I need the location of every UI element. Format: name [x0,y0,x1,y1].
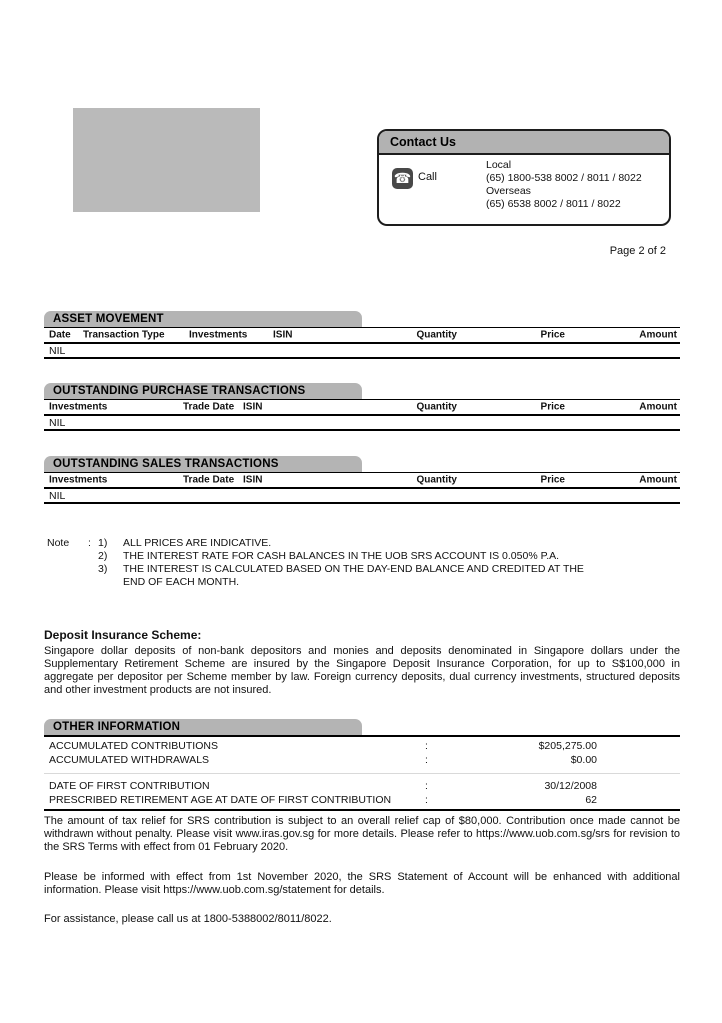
asset-movement-nil-row [44,344,680,359]
info-label: DATE OF FIRST CONTRIBUTION [49,780,210,792]
column-header-transaction-type: Transaction Type [83,329,165,341]
other-information-table [44,735,680,811]
column-header-trade-date: Trade Date [183,401,235,413]
sales-nil-row [44,489,680,504]
column-header-isin: ISIN [243,401,263,413]
column-header-quantity: Quantity [416,401,457,413]
info-group-divider [44,767,680,774]
deposit-insurance-body: Singapore dollar deposits of non-bank depositors and monies and deposits denominated in Singapore dollars under the Supplementary Retirement Scheme are insured by the Singapore Deposit Insurance Corporation, for up to S$100,000 in aggregate per depositor per Scheme member by law. Foreign currency deposits, dual currency investments, structured deposits and other investment products are not insured. [44,645,680,696]
asset-movement-header-row [44,327,680,344]
contact-us-title: Contact Us [379,131,669,155]
footer-paragraph-assistance: For assistance, please call us at 1800-5388002/8011/8022. [44,913,332,925]
nil-cell: NIL [49,489,66,502]
note-item-number: 3) [98,563,108,575]
contact-us-box [377,129,671,226]
phone-numbers [486,159,642,211]
info-row-accumulated-withdrawals [44,753,680,767]
info-row-date-of-first-contribution [44,779,680,793]
local-label: Local [486,159,512,171]
info-label: ACCUMULATED WITHDRAWALS [49,754,210,766]
section-asset-movement [44,311,680,359]
info-colon: : [425,754,428,766]
section-outstanding-purchase [44,383,680,431]
note-item [98,550,680,563]
info-row-prescribed-retirement-age [44,793,680,807]
note-item-text: ALL PRICES ARE INDICATIVE. [123,537,272,549]
column-header-isin: ISIN [273,329,293,341]
info-value: 30/12/2008 [544,780,597,792]
section-other-information [44,719,680,811]
note-block [44,537,680,589]
column-header-amount: Amount [639,401,677,413]
local-number: (65) 1800-538 8002 / 8011 / 8022 [486,172,642,184]
contact-us-body [379,155,669,224]
info-row-accumulated-contributions [44,739,680,753]
section-title-other-information: OTHER INFORMATION [44,719,362,735]
column-header-price: Price [540,474,565,486]
info-value: $0.00 [570,754,597,766]
call-label: Call [418,171,437,183]
note-label: Note [47,537,70,549]
info-label: PRESCRIBED RETIREMENT AGE AT DATE OF FIRST CONTRIBUTION [49,794,392,806]
note-item [98,563,680,589]
column-header-amount: Amount [639,329,677,341]
info-label: ACCUMULATED CONTRIBUTIONS [49,740,218,752]
column-header-price: Price [540,329,565,341]
sales-header-row [44,472,680,489]
note-item-text: THE INTEREST IS CALCULATED BASED ON THE DAY-END BALANCE AND CREDITED AT THE END OF EACH MONTH. [123,563,584,588]
column-header-amount: Amount [639,474,677,486]
note-items [98,537,680,589]
note-item [98,537,680,550]
deposit-insurance-heading: Deposit Insurance Scheme: [44,628,202,642]
info-colon: : [425,740,428,752]
column-header-price: Price [540,401,565,413]
overseas-label: Overseas [486,185,531,197]
note-colon: : [88,537,91,549]
nil-cell: NIL [49,416,66,429]
note-item-number: 1) [98,537,108,549]
section-outstanding-sales [44,456,680,504]
note-item-text: THE INTEREST RATE FOR CASH BALANCES IN THE UOB SRS ACCOUNT IS 0.050% P.A. [123,550,560,562]
column-header-isin: ISIN [243,474,263,486]
column-header-quantity: Quantity [416,329,457,341]
section-title-outstanding-sales: OUTSTANDING SALES TRANSACTIONS [44,456,362,472]
section-title-asset-movement: ASSET MOVEMENT [44,311,362,327]
purchase-header-row [44,399,680,416]
info-value: $205,275.00 [538,740,597,752]
overseas-number: (65) 6538 8002 / 8011 / 8022 [486,198,621,210]
column-header-investments: Investments [189,329,248,341]
column-header-date: Date [49,329,71,341]
note-item-number: 2) [98,550,108,562]
column-header-quantity: Quantity [416,474,457,486]
column-header-trade-date: Trade Date [183,474,235,486]
info-colon: : [425,794,428,806]
section-title-outstanding-purchase: OUTSTANDING PURCHASE TRANSACTIONS [44,383,362,399]
page-number: Page 2 of 2 [609,245,666,257]
info-colon: : [425,780,428,792]
address-placeholder [73,108,260,212]
deposit-insurance-block [44,628,680,697]
column-header-investments: Investments [49,401,108,413]
phone-icon: ☎ [392,168,413,189]
footer-paragraph-tax-relief: The amount of tax relief for SRS contribution is subject to an overall relief cap of $80,000. Contribution once made cannot be withdrawn without penalty. Please visit www.iras.gov.sg for more details. Please refer to https://www.uob.com.sg/srs for revision to the SRS Terms with effect from 01 February 2020. [44,815,680,853]
column-header-investments: Investments [49,474,108,486]
footer-paragraph-enhancement-notice: Please be informed with effect from 1st November 2020, the SRS Statement of Account will be enhanced with additional information. Please visit https://www.uob.com.sg/statement for details. [44,871,680,896]
info-value: 62 [585,794,597,806]
nil-cell: NIL [49,344,66,357]
purchase-nil-row [44,416,680,431]
